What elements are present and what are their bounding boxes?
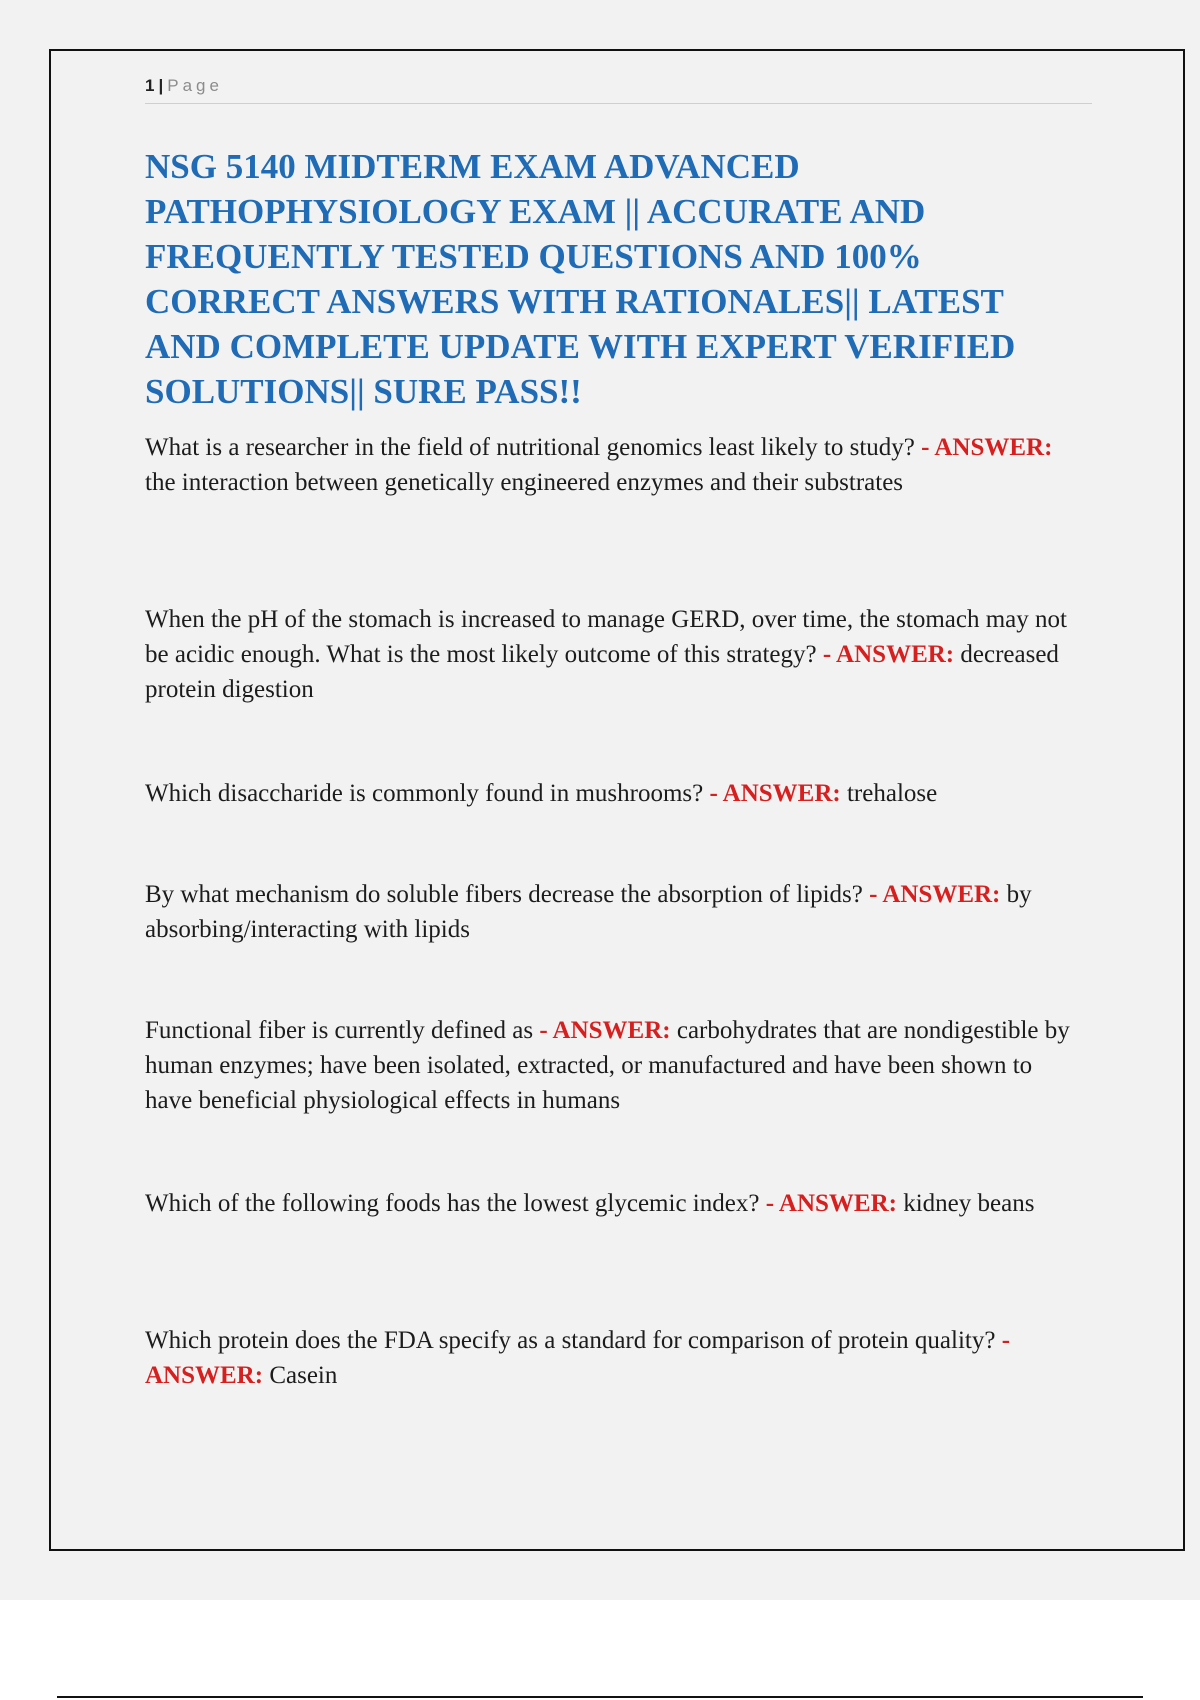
- qa-item-6: [145, 1186, 1085, 1221]
- qa-item-5: [145, 1013, 1085, 1118]
- question-text: What is a researcher in the field of nutritional genomics least likely to study?: [145, 434, 915, 461]
- answer-text: kidney beans: [903, 1190, 1035, 1217]
- question-text: When the pH of the stomach is increased to manage GERD, over time, the stomach may not be acidic enough. What is the most likely outcome of this strategy?: [145, 606, 1067, 668]
- page-label: Page: [167, 76, 223, 95]
- answer-text: decreased protein digestion: [145, 641, 1059, 703]
- answer-label: - ANSWER:: [539, 1017, 671, 1044]
- qa-item-1: [145, 430, 1085, 500]
- question-text: Which disaccharide is commonly found in mushrooms?: [145, 780, 704, 807]
- answer-text: the interaction between genetically engineered enzymes and their substrates: [145, 469, 904, 496]
- answer-label: - ANSWER:: [822, 641, 955, 668]
- answer-text: Casein: [269, 1362, 338, 1389]
- question-text: Which protein does the FDA specify as a standard for comparison of protein quality?: [145, 1327, 996, 1354]
- page-header: [145, 75, 1092, 104]
- page-number: 1: [145, 76, 155, 95]
- qa-item-3: [145, 776, 1085, 811]
- answer-text: carbohydrates that are nondigestible by human enzymes; have been isolated, extracted, or manufactured and have been shown to have beneficial physiological effects in humans: [145, 1017, 1070, 1114]
- answer-label: - ANSWER:: [765, 1190, 897, 1217]
- qa-item-7: [145, 1323, 1085, 1393]
- answer-label: - ANSWER:: [145, 1327, 1011, 1389]
- next-page-border: [57, 1696, 1143, 1698]
- answer-label: - ANSWER:: [921, 434, 1053, 461]
- answer-text: by absorbing/interacting with lipids: [145, 881, 1032, 943]
- question-text: Functional fiber is currently defined as: [145, 1017, 534, 1044]
- qa-item-4: [145, 877, 1085, 947]
- answer-label: - ANSWER:: [869, 881, 1001, 908]
- question-text: Which of the following foods has the lowest glycemic index?: [145, 1190, 760, 1217]
- question-text: By what mechanism do soluble fibers decrease the absorption of lipids?: [145, 881, 863, 908]
- page-separator: |: [158, 76, 164, 95]
- answer-label: - ANSWER:: [709, 780, 841, 807]
- answer-text: trehalose: [846, 780, 938, 807]
- qa-item-2: [145, 602, 1085, 707]
- document-title: NSG 5140 MIDTERM EXAM ADVANCED PATHOPHYSIOLOGY EXAM || ACCURATE AND FREQUENTLY TESTED QUESTIONS AND 100% CORRECT ANSWERS WITH RATIONALES|| LATEST AND COMPLETE UPDATE WITH EXPERT VERIFIED SOLUTIONS|| SURE PASS!!: [145, 147, 1016, 411]
